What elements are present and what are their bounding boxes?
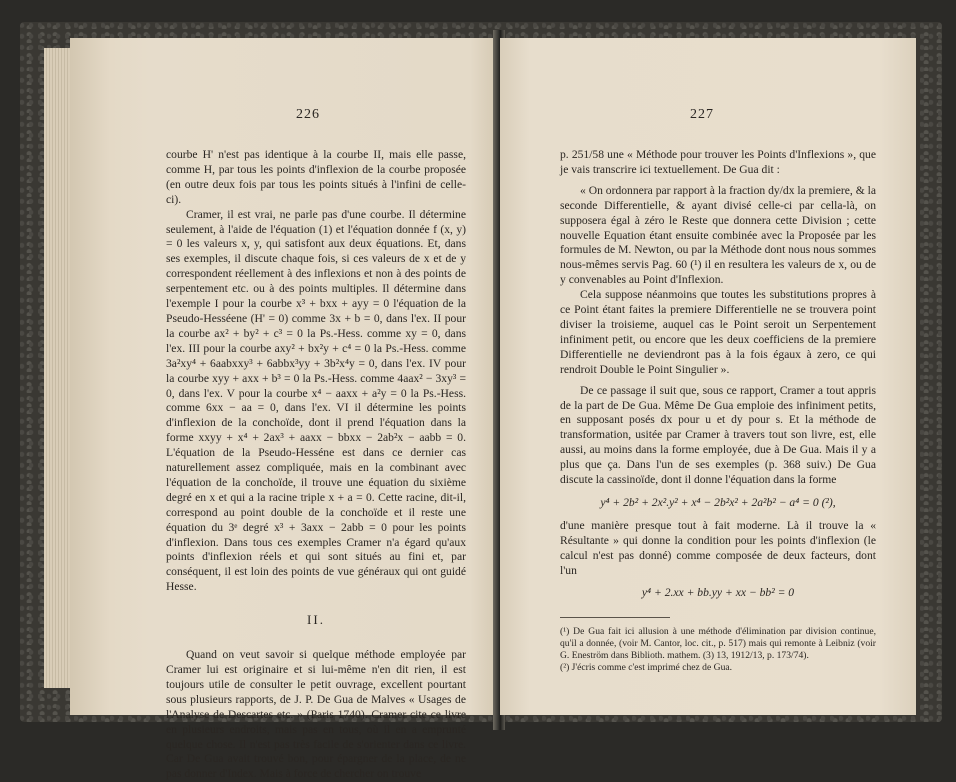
page-number: 227 [690, 107, 714, 122]
paragraph: Quand on veut savoir si quelque méthode employée par Cramer lui est originaire et si lui-même n'en dit rien, il est toujours utile de consulter le petit ouvrage, excellent pourtant sous plusieurs rapports, de J. P. De Gua de Malves « Usages de l'Analyse de Descartes etc. » (Paris 1740). Cramer cite ce livre en plusieurs endroits, mais pas en tous, où il en a emprunté quelque chose. Il n'est pas très facile de s'orienter dans ce livre. Car De Gua avait trouvé bon, pour épargner de la place, de ne pas donner d'Index. Mais à force de chercher on trouve [166, 648, 466, 781]
paragraph: courbe H' n'est pas identique à la courbe II, mais elle passe, comme H, par tous les points d'inflexion de la courbe proposée (en outre deux fois par tous les points situés à l'infini de celle-ci). [166, 148, 466, 206]
footnote: (²) J'écris comme c'est imprimé chez de Gua. [560, 662, 733, 674]
quotation: Cela suppose néanmoins que toutes les substitutions propres à ce Point étant faites la premiere Differentielle ne se trouvera point diviser la troisieme, auquel cas le Point seroit un Serpentement infiniment petit, ou encore que les deux coefficiens de la premiere Differentielle ne deviendront pas à la fois égaux à zero, ce qui rendroit Double le Point Singulier ». [560, 288, 876, 376]
page-number: 226 [296, 107, 320, 122]
left-page [70, 38, 498, 781]
paragraph: De ce passage il suit que, sous ce rapport, Cramer a tout appris de la part de De Gua. Même De Gua emploie des infiniment petits, en supposant posés dx pour u et dy pour s. Et la méthode de transformation, usitée par Cramer à travers tout son livre, est, elle aussi, au moins dans la forme employée, due à De Gua. Mais il y a plus que ça. Dans l'un de ses exemples (p. 368 suiv.) De Gua discute la cassinoïde, dont il donne l'équation dans la forme [560, 383, 876, 487]
paragraph: d'une manière presque tout à fait moderne. Là il trouve la « Résultante » qui donne la condition pour les points d'inflexion (le calcul n'est pas donné) comme composée de deux facteurs, dont l'un [560, 518, 876, 577]
formula: y⁴ + 2.xx + bb.yy + xx − bb² = 0 [641, 586, 795, 600]
paragraph: Cramer, il est vrai, ne parle pas d'une courbe. Il détermine seulement, à l'aide de l'équation (1) et l'équation donnée f (x, y) = 0 les valeurs x, y, qui satisfont aux deux équations. Et, dans ses exemples, il discute chaque fois, si ces valeurs de x et de y correspondent réellement à des inflexions et non à des points de serpentement etc. ou à des points multiples. Il détermine dans l'exemple I pour la courbe x³ + bxx + ayy = 0 l'équation de la Pseudo-Hesséene (H' = 0) comme 3x + b = 0, dans l'ex. II pour la courbe ax² + by² + c³ = 0 la Ps.-Hess. comme xy = 0, dans l'ex. III pour la courbe axy² + bx²y + c⁴ = 0 la Ps.-Hess. comme 3a²xy⁴ + 6aabxxy³ + 6abbx³yy + 3b²x⁴y = 0, dans l'ex. IV pour la courbe xyy + axx + b³ = 0 la Ps.-Hess. comme 4aax² − 3xy³ = 0, dans l'ex. V pour la courbe x⁴ − aaxx + a²y = 0 la Ps.-Hess. comme 6xx − aa = 0, dans l'ex. VI il détermine les points d'inflexion de la conchoïde, dont il prend l'équation dans la forme xxyy + x⁴ + 2ax³ + aaxx − bbxx − 2ab²x − aabb = 0. L'équation de la Pseudo-Hesséne est dans ce dernier cas naturellement assez compliquée, mais en la combinant avec l'équation de la conchoïde, il trouve une équation du sixième degré en x et qui a la racine triple x + a = 0. Cette racine, dit-il, correspond au point double de la conchoïde et il reste une équation du 3ᵉ degré x³ + 3axx − 2abb = 0 pour les points d'inflexion. Dans tous ces exemples Cramer n'a égard qu'aux points d'inflexion réels et qui sont situés au fini et, par conséquent, il est loin des points de vue généraux qui ont guidé Hesse. [166, 207, 466, 594]
formula: y⁴ + 2b² + 2x².y² + x⁴ − 2b²x² + 2a²b² − a⁴ = 0 (²), [600, 495, 836, 509]
quotation: « On ordonnera par rapport à la fraction dy/dx la premiere, & la seconde Differentielle, & ayant divisé celle-ci par cella-là, on supposera égal à zéro le Reste que donnera cette Division ; cette nouvelle Equation étant ensuite combinée avec la Proposée par les formules de M. Newton, ou par la Méthode dont nous nous sommes nous-mêmes servis Pag. 60 (¹) il en resultera les valeurs de x, ou de y convenables au Point d'Inflexion. [560, 183, 876, 287]
paragraph: p. 251/58 une « Méthode pour trouver les Points d'Inflexions », que je vais transcrire ici textuellement. De Gua dit : [560, 148, 876, 176]
section-heading: II. [307, 612, 325, 628]
footnote: (¹) De Gua fait ici allusion à une méthode d'élimination par division continue, qu'il a donnée, (voir M. Cantor, loc. cit., p. 517) mais qui remonte à Leibniz (voir G. Eneström dans Biblioth. mathem. (3) 13, 1912/13, p. 173/74). [560, 626, 876, 662]
right-page [500, 38, 916, 715]
footnote-rule [560, 617, 670, 618]
